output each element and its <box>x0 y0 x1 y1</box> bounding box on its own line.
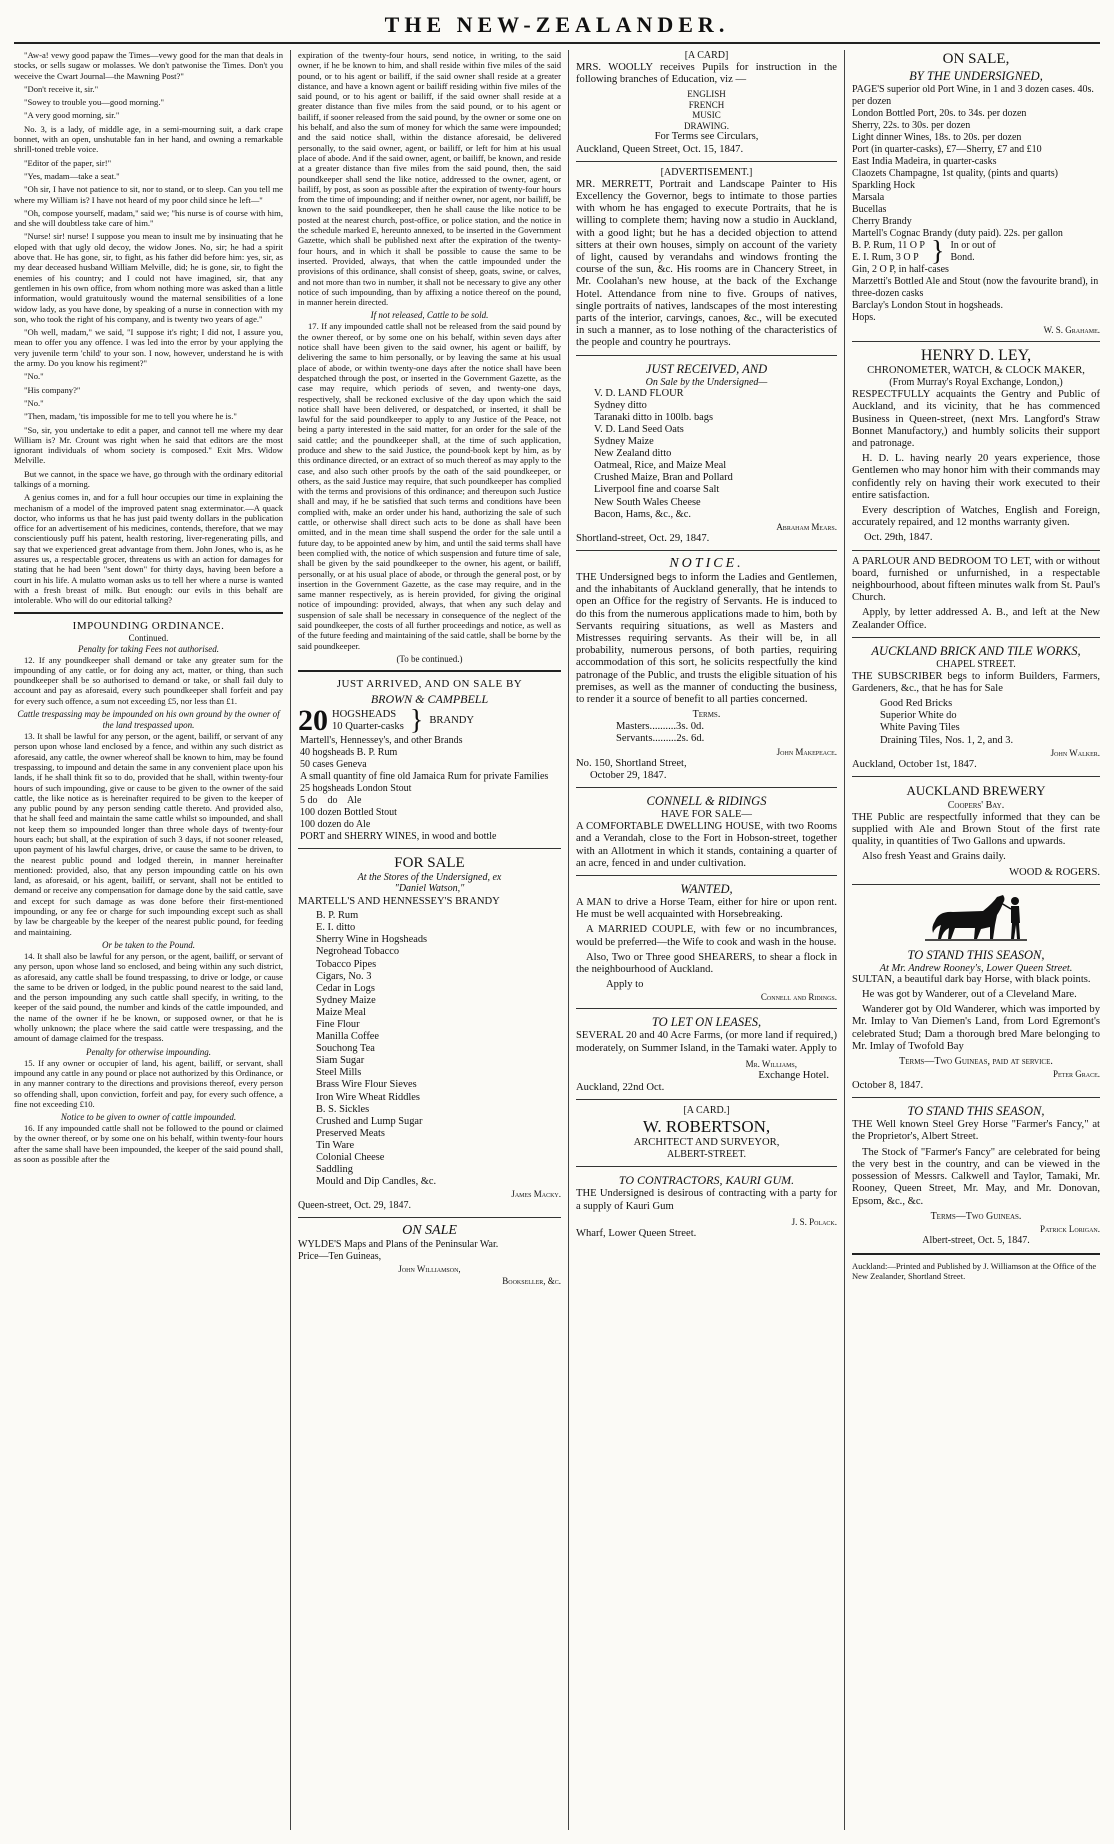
ad-heading: HENRY D. LEY, <box>920 347 1032 364</box>
brace: } <box>930 236 945 267</box>
imprint: Auckland:—Printed and Published by J. Williamson at the Office of the New Zealander, Shortland Street. <box>852 1260 1097 1281</box>
story-para: A genius comes in, and for a full hour occupies our time in explaining the mechanism of a model of the improved patent snag exterminator.—A quack doctor, who informs us that he has just paid twenty dollars in the publication office for an advertisement of his medicines, contends, therefore, that we may conscientiously puff his patent, health restoring, liver-regenerating pills, and say that we experienced great advantage from them. John Jones, who is, as he assures us, a respectable grocer, threatens us with an action for damages for stating that he had been "sent down" for thirty days, having been before a court in his life. A mulatto woman asks us to tell her where a nurse is wanted with a fresh breast of milk. But enough: our evils in this behalf are intolerable. Who will do our editorial talking? <box>14 492 283 606</box>
list-item: Cedar in Logs <box>316 982 375 994</box>
list-item: Crushed Maize, Bran and Pollard <box>594 472 733 484</box>
ad-text: RESPECTFULLY acquaints the Gentry and Public of Auckland, and its vicinity, that he has commenced Business in Queen-street, (next Mrs. Langford's Straw Bonnet Manufactory,) and humbly solicits their support and patronage. <box>852 389 1100 450</box>
signature: Mr. Williams, <box>745 1058 797 1069</box>
fee-line: Masters..........3s. 0d. <box>616 721 704 733</box>
ad-text: A PARLOUR AND BEDROOM TO LET, with or without board, furnished or unfurnished, in a respectable neighbourhood, about fifteen minutes walk from St. Paul's Church. <box>852 555 1100 604</box>
ad-text: THE Well known Steel Grey Horse "Farmer's Fancy," at the Proprietor's, Albert Street. <box>852 1119 1100 1143</box>
ordinance-subtitle: Continued. <box>128 632 169 643</box>
list-item: Sydney ditto <box>594 399 647 411</box>
card-tag: [ADVERTISEMENT.] <box>660 166 753 178</box>
ad-text: Wanderer got by Old Wanderer, which was imported by Mr. Imlay to Van Diemen's Land, from Lord Egremont's celebrated Stud; Dam a thorough bred Mare belonging to Mr. Imlay of Twofold Bay <box>852 1004 1100 1052</box>
list-item: Sydney Maize <box>316 994 376 1006</box>
ad-text: Also fresh Yeast and Grains daily. <box>862 851 1006 863</box>
ad-date: Shortland-street, Oct. 29, 1847. <box>576 532 710 544</box>
rum-line: E. I. Rum, 3 O P <box>852 252 919 263</box>
list-item: Sparkling Hock <box>852 180 916 191</box>
ad-address: Wharf, Lower Queen Street. <box>576 1227 697 1239</box>
ordinance-title: IMPOUNDING ORDINANCE. <box>72 619 225 632</box>
list-item: PAGE'S superior old Port Wine, in 1 and 3 dozen cases. 40s. per dozen <box>852 84 1094 107</box>
merrett-ad <box>576 167 837 350</box>
ad-text: MR. MERRETT, Portrait and Landscape Painter to His Excellency the Governor, begs to intimate to those parties with whom he has engaged to execute Portraits, that he is willing to complete them; having now a studio in Auckland, with a good light; but he has a decided objection to attend sitters at their own houses, simply on account of the variety of light, caused by verandahs and windows fronting the course of the sun, &c. His rooms are in Chancery Street, in Mr. Coolahan's new house, at the back of the Exchange Hotel. Attendance from nine to five. Groups of natives, single portraits of natives, landscapes of the most interesting parts of the interior, carvings, canoes, &c., will be executed in such a manner, as to lose nothing of the characteristics of the people and country he pourtrays. <box>576 178 837 349</box>
list-item: London Bottled Port, 20s. to 34s. per dozen <box>852 108 1027 119</box>
ad-text: THE Undersigned is desirous of contracting with a party for a supply of Kauri Gum <box>576 1188 837 1212</box>
story-para: "No." <box>24 371 44 382</box>
column-4 <box>844 50 1100 1830</box>
ad-date: Queen-street, Oct. 29, 1847. <box>298 1200 412 1212</box>
fee-line: Servants.........2s. 6d. <box>616 733 705 745</box>
story-para: "Nurse! sir! nurse! I suppose you mean to insult me by insinuating that he eloped with that ugly old decoy, the widow Jones. No, sir; he had a spirit above that. He has gone, sir, to fight, as his father did before him: yes, sir, as my dear deceased husband William Melville, did; he is gone, sir, to fight the enemies of his country; and I could not have imagined, sir, that any gentlemen in his own office, from whom nothing more was asked than a little information, would gratuitously wound the maternal sensibilities of a lone widow lady, as you have done, by speaking of a nurse in connection with my son, who took the right of his company, and is twenty two years of age." <box>14 231 283 324</box>
list-item: Iron Wire Wheat Riddles <box>316 1091 420 1103</box>
story-para: "A very good morning, sir." <box>24 110 120 121</box>
divider <box>576 875 837 876</box>
list-item: Good Red Bricks <box>880 698 953 710</box>
story-para: "Then, madam, 'tis impossible for me to tell you where he is." <box>24 411 237 422</box>
for-sale-ad <box>298 854 561 1212</box>
divider <box>298 1217 561 1218</box>
ad-subheading: CHAPEL STREET. <box>936 658 1016 670</box>
quantity-number: 20 <box>298 703 328 737</box>
list-item: V. D. Land Seed Oats <box>594 423 684 435</box>
ad-subheading: At the Stores of the Undersigned, ex <box>357 871 502 883</box>
list-item: PORT and SHERRY WINES, in wood and bottle <box>300 830 497 842</box>
subjects-list <box>576 89 837 131</box>
list-item: Preserved Meats <box>316 1127 385 1139</box>
ad-date: October 29, 1847. <box>590 769 667 781</box>
brandy-label: BRANDY <box>429 714 475 726</box>
section-17: 17. If any impounded cattle shall not be released from the said pound by the owner thereof, or by some one on his behalf, within seven days after notice shall have been given to the said owner, his agent or bailiff, by delivering the same to him personally, or by leaving the same at his usual place of abode, or within twenty-one days after the notice shall have been despatched through the post, or inserted in the Government Gazette, as the case may require, which periods of seven, and twenty-one days, respectively, shall be reckoned exclusive of the day upon which the said notice shall have been delivered, or despatched, or inserted, it shall be lawful for the said poundkeeper to apply to any Justice of the Peace, not being a party interested in the said matter, for an order for the sale of the said cattle; and the poundkeeper shall, at the time of such application, produce and shew to the said Justice, the pound-book kept by him, as by this ordinance directed, or an extract of so much thereof as may apply to the case, and also such other proofs by the oath of the said poundkeeper, or others, as the said Justice may require, that such poundkeeper has complied with the terms and provisions of this ordinance; and thereupon such Justice shall and may, if he be satisfied that such terms and conditions have been complied with, make an order under his hand, authorizing the sale of such cattle, or otherwise shall direct such acts to be done as shall have been omitted, and in the mean time shall suspend the order for the sale until a future day, to be appointed anew by him, and until the said terms shall have been complied with, the notice of which suspension and future time of sale, shall be given by the said poundkeeper to the owner, his agent, or bailiff, personally, or at his usual place of abode, or through the general post, or by insertion in the Government Gazette, as the case may require, and in the same manner respectively, as is herein provided, for giving the original notice of impounding: provided, always, that when any such delay and suspension of sale shall be necessary in consequence of the neglect of the said poundkeeper, the costs of all further proceedings and notice, as well as of the future feeding and maintaining of the said cattle, shall be borne by the said poundkeeper. <box>298 321 561 651</box>
divider <box>576 161 837 162</box>
ad-origin: (From Murray's Royal Exchange, London,) <box>889 377 1063 389</box>
section-heading: Notice to be given to owner of cattle impounded. <box>60 1112 237 1123</box>
story-para: "His company?" <box>24 384 81 395</box>
signature: John Williamson, <box>398 1264 461 1275</box>
ad-text: SEVERAL 20 and 40 Acre Farms, (or more land if required,) moderately, on Summer Island, in the Tamaki water. Apply to <box>576 1030 837 1054</box>
ad-address: No. 150, Shortland Street, <box>576 757 687 769</box>
ad-text: Apply, by letter addressed A. B., and left at the New Zealander Office. <box>852 607 1100 631</box>
list-item: Superior White do <box>880 710 957 722</box>
divider <box>576 1008 837 1009</box>
section-heading: Or be taken to the Pound. <box>102 939 195 950</box>
bond-lines <box>950 240 995 264</box>
list-item: Tobacco Pipes <box>316 958 377 970</box>
ad-date: Auckland, October 1st, 1847. <box>852 758 977 770</box>
list-item: Marsala <box>852 192 885 203</box>
rum-bond-line <box>852 236 1100 267</box>
brown-campbell-ad <box>298 678 561 843</box>
story-para: "Oh well, madam," we said, "I suppose it's right; I did not, I assure you, mean to offer you any offence. I was led into the error by your applying the very juvenile term 'child' to your son. I now, however, understand he is with the army. Do you know his regiment?" <box>14 327 283 369</box>
section-16: 16. If any impounded cattle shall not be followed to the pound or claimed by the owner thereof, or by some one on his behalf, within twenty-four hours after the same shall have been impounded, the keeper of the said pound shall, as soon as possible after the <box>14 1123 283 1165</box>
divider <box>576 1166 837 1167</box>
ad-heading: TO CONTRACTORS, KAURI GUM. <box>618 1173 795 1188</box>
divider <box>852 637 1100 638</box>
horse-and-groom-icon <box>921 891 1031 945</box>
list-item: Marzetti's Bottled Ale and Stout (now the favourite brand), in three-dozen casks <box>852 276 1099 299</box>
section-12: 12. If any poundkeeper shall demand or take any greater sum for the impounding of any cattle, or for doing any act, matter, or thing, than such poundkeeper shall be so authorised to demand or take, or shall fail duly to account and pay as aforesaid, every such poundkeeper shall forfeit and pay for every such offence, a sum not exceeding £5, nor less than £1. <box>14 654 283 706</box>
list-item: Liverpool fine and coarse Salt <box>594 484 720 496</box>
brick-items <box>852 698 1100 746</box>
hogsheads-label: HOGSHEADS <box>332 708 397 720</box>
grahame-sale-ad <box>852 50 1100 336</box>
list-item: 40 hogsheads B. P. Rum <box>300 746 398 758</box>
list-item: Mould and Dip Candles, &c. <box>316 1176 437 1188</box>
ad-heading: AUCKLAND BRICK AND TILE WORKS, <box>871 643 1081 658</box>
registry-notice <box>576 556 837 782</box>
wylde-maps-ad <box>298 1223 561 1287</box>
ad-trade: CHRONOMETER, WATCH, & CLOCK MAKER, <box>867 365 1085 376</box>
list-item: Draining Tiles, Nos. 1, 2, and 3. <box>880 734 1014 746</box>
list-item: 100 dozen Bottled Stout <box>300 806 397 818</box>
ad-heading: ON SALE, <box>942 51 1010 67</box>
mears-ad <box>576 361 837 545</box>
section-15: 15. If any owner or occupier of land, his agent, bailiff, or servant, shall impound any cattle in any pound or place not authorized by this Ordinance, or in any manner contrary to the directions and provisions thereof, every person so offending shall, upon conviction, forfeit and pay, for every such offence, a fine not exceeding £10. <box>14 1057 283 1109</box>
list-item: Souchong Tea <box>316 1043 375 1055</box>
list-item: 25 hogsheads London Stout <box>300 782 412 794</box>
signature: Exchange Hotel. <box>758 1069 829 1081</box>
card-tag: [A CARD] <box>684 50 729 61</box>
wine-list <box>852 84 1100 324</box>
ad-text: H. D. L. having nearly 20 years experience, those Gentlemen who may honor him with their commands may confidently rely on having their work executed to their entire satisfaction. <box>852 453 1100 501</box>
rum-lines <box>852 240 925 264</box>
ley-ad <box>852 347 1100 545</box>
ad-heading: AUCKLAND BREWERY <box>906 782 1046 798</box>
woolly-card <box>576 50 837 156</box>
list-item: Taranaki ditto in 100lb. bags <box>594 411 714 423</box>
ad-date: October 8, 1847. <box>852 1080 924 1092</box>
ad-text: A MAN to drive a Horse Team, either for hire or upon rent. He must be well acquainted with Horsebreaking. <box>576 896 837 921</box>
list-item: 5 do do Ale <box>300 794 362 806</box>
ad-text: Every description of Watches, English and Foreign, accurately repaired, and 12 months warranty given. <box>852 505 1100 529</box>
farmers-fancy-ad <box>852 1103 1100 1246</box>
ad-subheading: On Sale by the Undersigned— <box>645 376 768 388</box>
list-item: Gin, 2 O P, in half-cases <box>852 264 949 275</box>
section-14: 14. It shall also be lawful for any person, or the agent, bailiff, or servant of any person, upon whose land so enclosed, and being within any such district, as aforesaid, any cattle shall be found trespassing, to drive or lodge, or cause the same to be driven or lodged, in the public pound nearest to the said land, and the person impounding any such cattle shall specify, in writing, to the keeper of the said pound, the number and kinds of the cattle impounded, and the name of the owner if he be known, or supposed owner, or that he is wholly unknown; the place where the said cattle were trespassing, and the amount of damage claimed for the trespass. <box>14 950 283 1044</box>
ad-text: THE Undersigned begs to inform the Ladies and Gentlemen, and the inhabitants of Auckland generally, that he intends to open an Office for the registry of Servants. He is induced to do this from the numerous applications made to him, both by Servants requiring situations, as well as Masters and Mistresses requiring servants. As their will be, in all probability, numerous persons, of both parties, requiring accommodation of this sort, he solicits respectfully the kind patronage of the Public, and trusts the eligible situation of his premises, as well as the manner of conducting the business, to render it a source of benefit to all parties concerned. <box>576 571 837 705</box>
story-para: "Sowey to trouble you—good morning." <box>24 97 164 108</box>
list-item: 100 dozen do Ale <box>300 818 371 830</box>
list-item: Bacon, Hams, &c., &c. <box>594 508 691 520</box>
brandy-line <box>298 703 561 737</box>
list-item: Sydney Maize <box>594 436 654 448</box>
list-item: 50 cases Geneva <box>300 758 367 770</box>
list-item: Negrohead Tobacco <box>316 946 400 958</box>
list-item: Oatmeal, Rice, and Maize Meal <box>594 460 727 472</box>
list-item: Cigars, No. 3 <box>316 970 372 982</box>
divider <box>852 341 1100 342</box>
ad-heading: TO STAND THIS SEASON, <box>907 1104 1045 1119</box>
list-item: Martell's, Hennessey's, and other Brands <box>300 734 463 746</box>
list-item: Tin Ware <box>316 1139 355 1151</box>
ad-subheading: BY THE UNDERSIGNED, <box>909 69 1043 83</box>
ad-heading: WANTED, <box>680 881 733 896</box>
signature: Bookseller, &c. <box>502 1276 561 1287</box>
ad-heading: NOTICE. <box>669 555 744 571</box>
ad-subheading: HAVE FOR SALE— <box>660 808 753 820</box>
list-item: Cherry Brandy <box>852 216 912 227</box>
list-item: Crushed and Lump Sugar <box>316 1115 423 1127</box>
list-item: White Paving Tiles <box>880 722 960 734</box>
list-item: Port (in quarter-casks), £7—Sherry, £7 and £10 <box>852 144 1042 155</box>
signature: John Makepeace. <box>776 746 837 757</box>
card-title: ARCHITECT AND SURVEYOR, <box>633 1137 780 1149</box>
signature: J. S. Polack. <box>791 1216 837 1227</box>
ad-date: Auckland, 22nd Oct. <box>576 1081 665 1093</box>
list-item: ENGLISH <box>687 89 726 100</box>
ad-text: He was got by Wanderer, out of a Cleveland Mare. <box>862 989 1077 1001</box>
divider <box>14 612 283 614</box>
divider <box>576 787 837 788</box>
ad-date: Albert-street, Oct. 5, 1847. <box>922 1234 1030 1246</box>
masthead: THE NEW-ZEALANDER. <box>14 12 1100 44</box>
section-heading: Penalty for taking Fees not authorised. <box>78 643 219 654</box>
to-be-continued: (To be continued.) <box>396 653 463 664</box>
divider <box>852 776 1100 777</box>
list-item: Saddling <box>316 1164 353 1176</box>
list-item: New Zealand ditto <box>594 448 672 460</box>
sultan-ad <box>852 947 1100 1092</box>
list-item: Steel Mills <box>316 1067 362 1079</box>
story-para: "Don't receive it, sir." <box>24 83 99 94</box>
list-item: Barclay's London Stout in hogsheads. <box>852 300 1003 311</box>
list-item: Light dinner Wines, 18s. to 20s. per dozen <box>852 132 1022 143</box>
column-1 <box>14 50 290 1830</box>
ad-text: A MARRIED COUPLE, with few or no incumbrances, would be preferred—the Wife to cook and wash in the house. <box>576 924 837 948</box>
ad-lead: MARTELL'S AND HENNESSEY'S BRANDY <box>298 895 500 907</box>
columns <box>14 50 1100 1830</box>
divider <box>852 1097 1100 1098</box>
story-para: "Oh, compose yourself, madam," said we; "his nurse is of course with him, and she will doubtless take care of him." <box>14 207 283 229</box>
ad-heading: JUST RECEIVED, AND <box>645 361 768 376</box>
sale-items <box>298 910 561 1188</box>
signature: James Macky. <box>511 1189 561 1200</box>
list-item: DRAWING. <box>683 120 730 131</box>
list-item: Sherry, 22s. to 30s. per dozen <box>852 120 971 131</box>
card-tag: [A CARD.] <box>683 1105 730 1117</box>
brewery-ad <box>852 782 1100 879</box>
signature: WOOD & ROGERS. <box>1009 866 1100 878</box>
brick-ad <box>852 643 1100 771</box>
horse-woodcut <box>852 891 1100 945</box>
apply-label: Apply to <box>606 979 644 991</box>
list-item: MUSIC <box>692 110 721 121</box>
story-para: "Oh sir, I have not patience to sit, nor to stand, or to sleep. Can you tell me where my William is? I have not heard of my poor child since he left—" <box>14 184 283 205</box>
list-item: B. S. Sickles <box>316 1103 370 1115</box>
column-3 <box>568 50 844 1830</box>
ad-text: THE Public are respectfully informed that they can be supplied with Ale and Brown Stout of the first rate quality, in quantities of Two Gallons and upwards. <box>852 811 1100 848</box>
list-item: Colonial Cheese <box>316 1152 385 1163</box>
section-heading: Cattle trespassing may be impounded on his own ground by the owner of the land trespassed upon. <box>17 709 280 731</box>
list-item: Fine Flour <box>316 1018 360 1030</box>
section-13: 13. It shall be lawful for any person, or the agent, bailiff, or servant of any person upon whose land enclosed by a fence, and within any such district as aforesaid, any cattle, the owner whereof shall be known to him, may be found trespassing, to impound and detain the same in any convenient place upon his lands, if he shall think fit so to do, provided that he shall, within twenty-four hours of such impounding, give or cause to be given to the owner of the said cattle, the like notice as is hereinafter required to be given to the keeper of any public pound by any person sending cattle thereto. And provided also, that he shall feed and maintain the same cattle whilst so impounded, and shall not keep them so impounded longer than three whole days of twenty-four hours each; but shall, at the expiration of such 3 days, if not sooner released, upon payment of his lawful charges, drive, or cause the same to be driven, to the nearest public pound and lodged therein, in manner hereinafter mentioned: provided, also, that any person impounding cattle on his own land, as aforesaid, or his agent, bailiff, or servant, shall not be entitled to demand or receive any compensation for damage done by the said cattle, save and except for such damage as was done before their first-mentioned impounding, or any fee or charge for such impounding except such as shall by law be chargeable by the keeper of the nearest public pound, for feeding and maintaining. <box>14 731 283 937</box>
list-item: A small quantity of fine old Jamaica Rum for private Families <box>300 770 549 782</box>
signature: W. S. Grahame. <box>1043 325 1100 335</box>
kauri-ad <box>576 1172 837 1240</box>
column-2 <box>290 50 568 1830</box>
story-para: "So, sir, you undertake to edit a paper, and cannot tell me where my dear William is? Mr. Crount was right when he said that editors are the most ignorant individuals of whom society is composed." Exit Mrs. Widow Melville. <box>14 424 283 466</box>
ad-text: The Stock of "Farmer's Fancy" are celebrated for being the very best in the country, and can be viewed in the possession of Messrs. Calkwell and Taylor, Tamaki, Mr. Rooney, Queen Street, Mr. May, and Mr. Donovan, Epsom, &c., &c. <box>852 1146 1100 1207</box>
divider <box>852 884 1100 885</box>
signature: Peter Grace. <box>1052 1069 1100 1080</box>
ad-price: Price—Ten Guineas, <box>298 1251 382 1263</box>
ad-text: A COMFORTABLE DWELLING HOUSE, with two Rooms and a Verandah, close to the Fort in Hobson-street, together with an Allotment in which it stands, containing a quarter of an acre, fenced in and under cultivation. <box>576 821 837 869</box>
bond-line: Bond. <box>950 252 975 263</box>
signature: John Walker. <box>1050 747 1100 758</box>
ad-terms: Terms—Two Guineas. <box>930 1210 1022 1222</box>
list-item: FRENCH <box>688 99 725 110</box>
ad-merchant: BROWN & CAMPBELL <box>370 691 489 706</box>
list-item: Siam Sugar <box>316 1055 365 1067</box>
divider <box>852 550 1100 551</box>
list-item: E. I. ditto <box>316 922 356 934</box>
divider <box>576 1099 837 1100</box>
brown-items <box>298 735 561 843</box>
list-item: Claozets Champagne, 1st quality, (pints and quarts) <box>852 168 1058 179</box>
ad-heading: CONNELL & RIDINGS <box>646 793 767 808</box>
divider <box>576 550 837 551</box>
signature: Connell and Ridings. <box>760 992 837 1003</box>
story-para: "Yes, madam—take a seat." <box>24 170 120 181</box>
signature: Abraham Mears. <box>776 521 837 532</box>
divider <box>852 1253 1100 1255</box>
ad-heading: TO LET ON LEASES, <box>651 1015 762 1030</box>
divider <box>298 670 561 672</box>
card-address: ALBERT-STREET. <box>666 1149 747 1161</box>
section-heading: Penalty for otherwise impounding. <box>86 1046 211 1057</box>
wanted-ad <box>576 881 837 1003</box>
ordinance-continued: expiration of the twenty-four hours, send notice, in writing, to the said owner, if he be known to him, and shall reside within five miles of the said pound, or to his agent or bailiff, if the said owner shall reside at a greater distance, and have a known agent or bailiff residing within five miles of the said pound, or to his agent or bailiff, if the said owner shall reside at a greater distance than five miles from the said pound, or to his agent or bailiff, if sooner released from the said pound, by the owner or some one on his behalf, and also the sum of money for which the same were impounded; and the said notice shall, within the distance aforesaid, be delivered personally, to the said owner, agent, or bailiff, or left for him at his usual place of abode. And if the said owner, agent, or bailiff, be known, and reside at a greater distance than five miles from the said pound, then, the said poundkeeper shall send the like notice, addressed to the owner, agent, or bailiff, by post, as soon as possible after the expiration of twenty-four hours from the time of impounding; and if neither owner, nor agent, nor bailiff, be known to the said poundkeeper, then he shall cause the like notice to be posted at the nearest church, post-office, or police station, and the notice in the schedule marked E, hereunto annexed, to be inserted in the Government Gazette, which shall be published next after the expiration of the twenty-four hours, and in which it shall be possible to cause the same to be inserted. Provided, always, that when the cattle impounded under the provisions of this ordinance, shall consist of sheep, goats, swine, or calves, and not more than two in number, it shall not be necessary to give any other notice of such impounding, than by affixing a notice thereof on the pound, in manner herein directed. <box>298 50 561 308</box>
ad-terms: Terms. <box>692 709 721 721</box>
list-item: Bucellas <box>852 204 887 215</box>
ship-name: "Daniel Watson," <box>394 882 465 894</box>
rum-line: B. P. Rum, 11 O P <box>852 240 925 251</box>
list-item: Manilla Coffee <box>316 1031 379 1043</box>
robertson-card <box>576 1105 837 1161</box>
brace: } <box>409 704 424 736</box>
bond-line: In or out of <box>950 240 996 251</box>
section-heading: If not released, Cattle to be sold. <box>370 310 489 321</box>
story-para: "No." <box>24 397 44 408</box>
ad-terms: For Terms see Circulars, <box>654 131 759 143</box>
ad-text: Also, Two or Three good SHEARERS, to shear a flock in the neighbourhood of Auckland. <box>576 951 837 975</box>
parlour-ad <box>852 556 1100 632</box>
editorial-story <box>14 50 283 606</box>
list-item: East India Madeira, in quarter-casks <box>852 156 997 167</box>
story-para: "Editor of the paper, sir!" <box>24 157 112 168</box>
list-item: Brass Wire Flour Sieves <box>316 1079 417 1091</box>
list-item: Hops. <box>852 312 876 323</box>
story-para: "Aw-a! vewy good papaw the Times—vewy good for the man that deals in stocks, or sells sugaw or molasses. We don't patwonise the Times. Don't you weceive the Cwart Journal—the Mawning Post?" <box>14 50 283 81</box>
ad-heading: FOR SALE <box>394 854 465 871</box>
mears-items <box>576 388 837 521</box>
ad-text: WYLDE'S Maps and Plans of the Peninsular War. <box>298 1239 499 1251</box>
card-name: W. ROBERTSON, <box>642 1117 771 1137</box>
ad-text: THE SUBSCRIBER begs to inform Builders, Farmers, Gardeners, &c., that he has for Sale <box>852 670 1100 695</box>
list-item: New South Wales Cheese <box>594 496 701 508</box>
list-item: Maize Meal <box>316 1006 366 1018</box>
signature: Patrick Lorigan. <box>1039 1223 1100 1234</box>
divider <box>298 848 561 849</box>
ad-subheading: At Mr. Andrew Rooney's, Lower Queen Street. <box>879 962 1073 974</box>
ad-text: MRS. WOOLLY receives Pupils for instruction in the following branches of Education, viz — <box>576 62 837 86</box>
brandy-qty <box>332 709 404 733</box>
ad-terms: Terms—Two Guineas, paid at service. <box>899 1056 1053 1068</box>
list-item: Martell's Cognac Brandy (duty paid). 22s. per gallon <box>852 228 1063 239</box>
divider <box>576 355 837 356</box>
ad-heading: TO STAND THIS SEASON, <box>907 947 1045 962</box>
list-item: B. P. Rum <box>316 910 359 922</box>
leases-ad <box>576 1014 837 1094</box>
ad-subheading: Coopers' Bay. <box>947 799 1005 811</box>
ad-heading: ON SALE <box>402 1223 457 1239</box>
ad-date: Auckland, Queen Street, Oct. 15, 1847. <box>576 143 744 155</box>
list-item: Sherry Wine in Hogsheads <box>316 934 428 946</box>
ad-date: Oct. 29th, 1847. <box>864 532 933 544</box>
ad-heading: JUST ARRIVED, AND ON SALE BY <box>336 677 523 690</box>
connell-ad <box>576 793 837 870</box>
ad-text: SULTAN, a beautiful dark bay Horse, with black points. <box>852 973 1091 985</box>
story-para: But we cannot, in the space we have, go through with the ordinary editorial talkings of a morning. <box>14 468 283 489</box>
quarter-casks-label: 10 Quarter-casks <box>332 720 404 732</box>
list-item: V. D. LAND FLOUR <box>594 387 684 399</box>
story-para: No. 3, is a lady, of middle age, in a semi-mourning suit, a dark crape bonnet, with an open, unshutable fan in her hand, and owning a remarkable shrill-toned treble voice. <box>14 123 283 155</box>
